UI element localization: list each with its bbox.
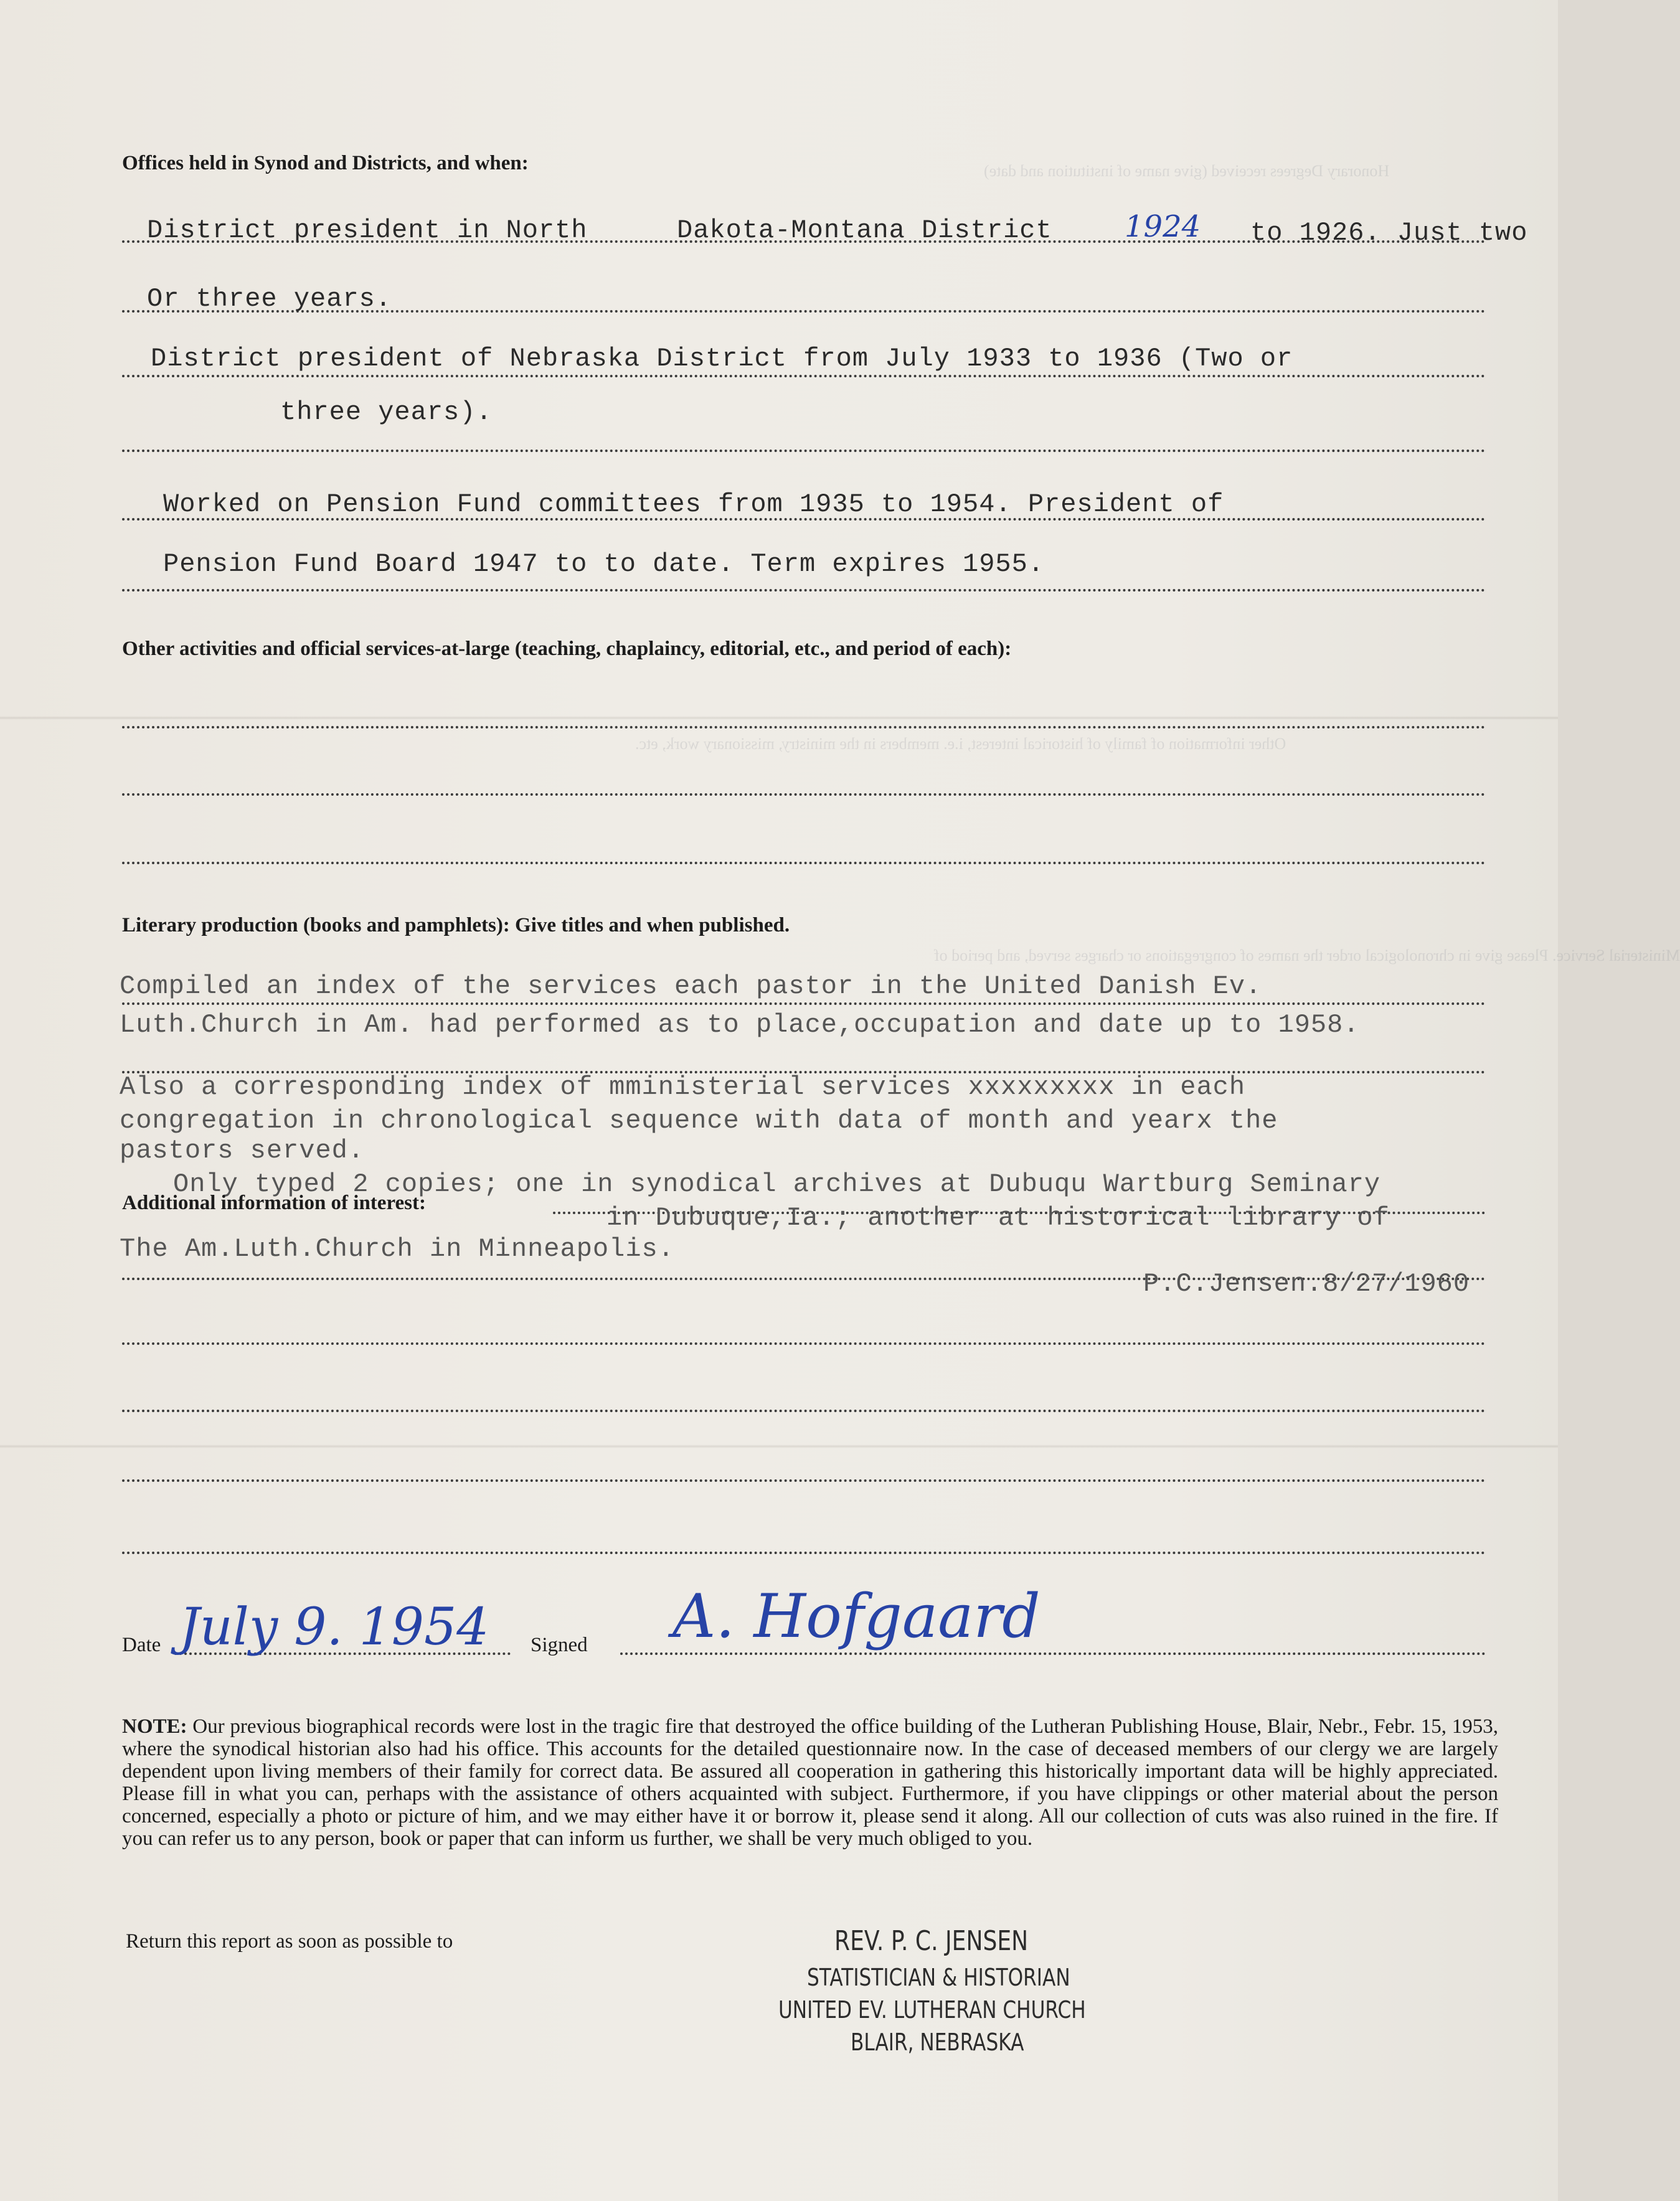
literary-label: Literary production (books and pamphlets): Give titles and when published. <box>122 914 790 936</box>
additional-info-label: Additional information of interest: <box>122 1192 426 1214</box>
offices-line-2: Or three years. <box>147 284 392 314</box>
note-heading: NOTE: <box>122 1715 187 1738</box>
signoff-line: P.C.Jensen.8/27/1960 <box>1143 1269 1470 1299</box>
offices-line-3: District president of Nebraska District from July 1933 to 1936 (Two or <box>151 344 1293 374</box>
literary-line-3: Also a corresponding index of mministerial services xxxxxxxxx in each <box>120 1072 1246 1102</box>
literary-line-1: Compiled an index of the services each pastor in the United Danish Ev. <box>120 971 1262 1001</box>
answer-line <box>122 589 1486 591</box>
date-label: Date <box>122 1634 161 1656</box>
other-activities-label: Other activities and official services-at-large (teaching, chaplaincy, editorial, etc., and period of each): <box>122 638 1012 660</box>
literary-line-4: congregation in chronological sequence with data of month and yearx the <box>120 1106 1278 1136</box>
literary-line-5: pastors served. <box>120 1136 365 1166</box>
handwritten-year: 1924 <box>1125 209 1201 244</box>
offices-line-6: Pension Fund Board 1947 to to date. Term expires 1955. <box>163 549 1045 579</box>
return-instruction: Return this report as soon as possible to <box>126 1930 453 1953</box>
reverse-bleed-through: Ministerial Service. Please give in chronological order the names of congregations or charges served, and period of <box>934 946 1680 964</box>
answer-line <box>122 1410 1486 1412</box>
reverse-bleed-through: Honorary Degrees received (give name of institution and date) <box>984 162 1390 180</box>
answer-line <box>122 375 1486 377</box>
literary-line-6: Only typed 2 copies; one in synodical archives at Dubuqu Wartburg Seminary <box>173 1169 1381 1199</box>
offices-line-1b: Dakota-Montana District <box>677 215 1052 245</box>
signature-line <box>620 1652 1486 1655</box>
reverse-bleed-through: Other information of family of historical interest, i.e. members in the ministry, missionary work, etc. <box>635 735 1286 753</box>
answer-line <box>122 1002 1486 1005</box>
handwritten-date: July 9. 1954 <box>179 1598 489 1657</box>
answer-line <box>122 726 1486 728</box>
offices-line-1a: District president in North <box>147 215 588 245</box>
stamp-title: STATISTICIAN & HISTORIAN <box>807 1964 1070 1991</box>
literary-line-7: in Dubuque,Ia.; another at historical library of <box>606 1203 1390 1233</box>
fold-crease <box>0 716 1558 720</box>
note-paragraph <box>122 1715 1498 1850</box>
answer-line <box>122 793 1486 796</box>
fold-crease <box>0 1445 1558 1448</box>
stamp-church: UNITED EV. LUTHERAN CHURCH <box>778 1996 1086 2024</box>
offices-line-1c: to 1926. Just two <box>1250 218 1528 248</box>
answer-line <box>122 450 1486 452</box>
handwritten-signature: A. Hofgaard <box>672 1581 1041 1651</box>
offices-line-4: three years). <box>280 397 493 427</box>
stamp-name: REV. P. C. JENSEN <box>834 1925 1029 1957</box>
answer-line <box>122 1479 1486 1482</box>
answer-line <box>122 1342 1486 1345</box>
literary-line-8: The Am.Luth.Church in Minneapolis. <box>120 1234 674 1264</box>
answer-line <box>122 862 1486 864</box>
literary-line-2: Luth.Church in Am. had performed as to place,occupation and date up to 1958. <box>120 1010 1360 1040</box>
signed-label: Signed <box>531 1634 588 1656</box>
stamp-location: BLAIR, NEBRASKA <box>851 2029 1024 2056</box>
answer-line <box>122 1552 1486 1554</box>
offices-line-5: Worked on Pension Fund committees from 1935 to 1954. President of <box>163 489 1224 519</box>
note-text: Our previous biographical records were lost in the tragic fire that destroyed the office building of the Lutheran Publishing House, Blair, Nebr., Febr. 15, 1953, where the synodical historian also had his office. This accounts for the detailed questionnaire now. In the case of deceased members of our clergy we are largely dependent upon living members of their family for correct data. Be assured all cooperation in gathering this historically important data will be highly appreciated. Please fill in what you can, perhaps with the assistance of others acquainted with subject. Furthermore, if you have clippings or other material about the person concerned, especially a photo or picture of him, and we may either have it or borrow it, please send it along. All our collection of cuts was also ruined in the fire. If you can refer us to any person, book or paper that can inform us further, we shall be very much obliged to you. <box>122 1715 1498 1850</box>
offices-label: Offices held in Synod and Districts, and when: <box>122 152 529 174</box>
